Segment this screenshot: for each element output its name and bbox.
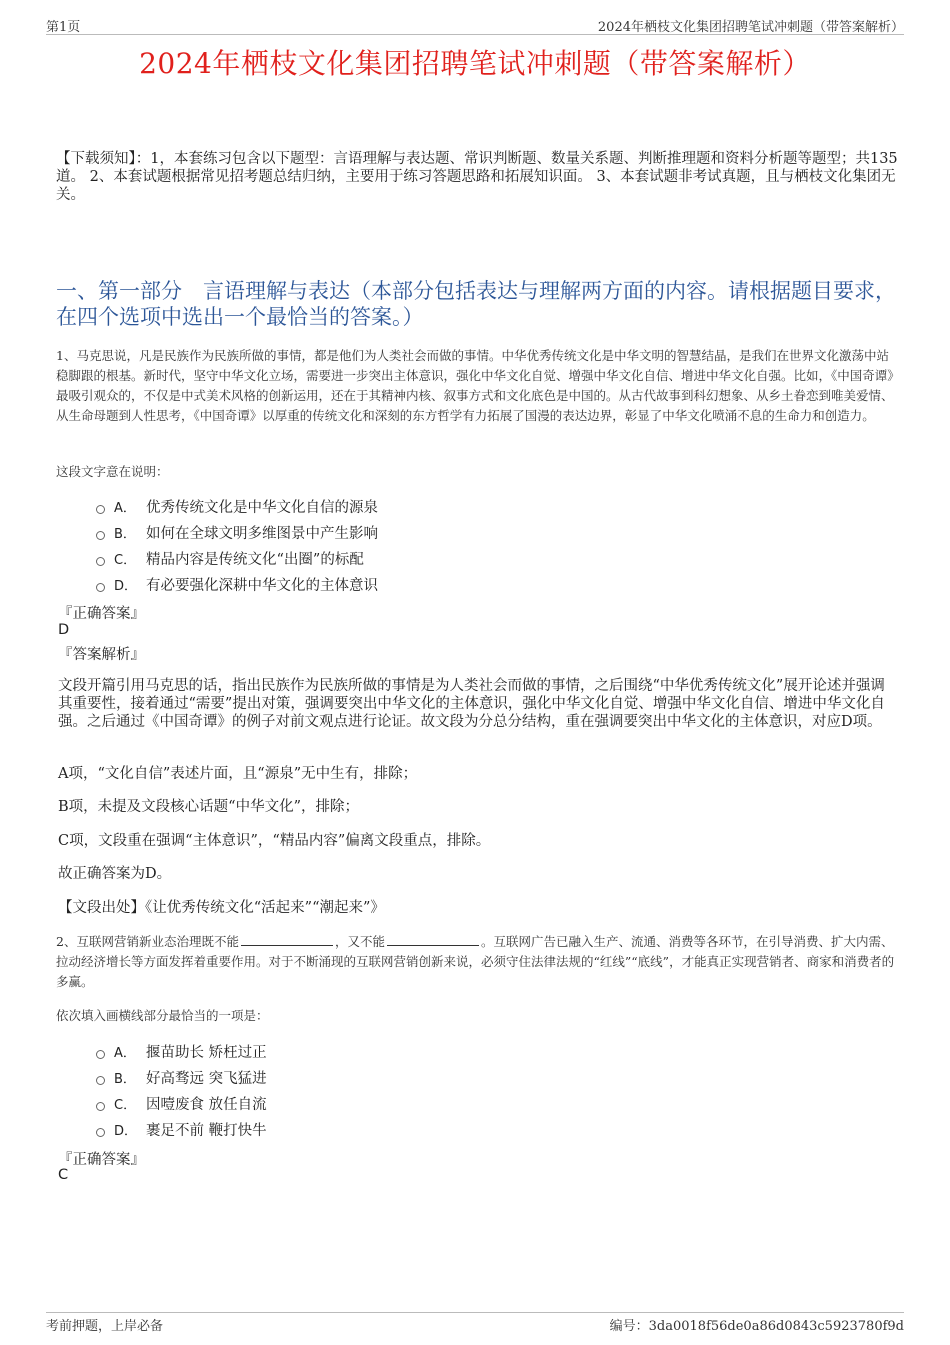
option-letter: D． <box>114 578 138 594</box>
page-header <box>46 14 904 35</box>
question-2-prompt: 依次填入画横线部分最恰当的一项是： <box>56 1008 269 1023</box>
question-2-options <box>96 1038 596 1142</box>
option-d[interactable] <box>96 1116 596 1142</box>
radio-icon[interactable] <box>96 505 105 514</box>
option-letter: C． <box>114 552 137 568</box>
option-text: 好高骛远 突飞猛进 <box>146 1070 267 1087</box>
text-source: 【文段出处】《让优秀传统文化“活起来”“潮起来”》 <box>58 900 385 916</box>
document-id: 编号：3da0018f56de0a86d0843c5923780f9d <box>609 1319 904 1334</box>
answer-label: 『正确答案』 <box>58 606 145 622</box>
analysis-conclusion: 故正确答案为D。 <box>58 866 172 882</box>
option-text: 有必要强化深耕中华文化的主体意识 <box>146 577 378 594</box>
radio-icon[interactable] <box>96 1076 105 1085</box>
option-text: 精品内容是传统文化“出圈”的标配 <box>146 551 364 568</box>
option-a[interactable] <box>96 1038 596 1064</box>
analysis-option-b: B项，未提及文段核心话题“中华文化”，排除； <box>58 799 359 815</box>
radio-icon[interactable] <box>96 1102 105 1111</box>
option-letter: A． <box>114 1045 136 1061</box>
option-text: 裹足不前 鞭打快牛 <box>146 1122 267 1139</box>
option-letter: D． <box>114 1123 138 1139</box>
document-title: 2024年栖枝文化集团招聘笔试冲刺题（带答案解析） <box>139 47 811 80</box>
question-1-options <box>96 493 596 597</box>
option-b[interactable] <box>96 519 596 545</box>
question-1-prompt: 这段文字意在说明： <box>56 464 169 479</box>
option-d[interactable] <box>96 571 596 597</box>
question-1-text: 1、马克思说，凡是民族作为民族所做的事情，都是他们为人类社会而做的事情。中华优秀传统文化是中华文明的智慧结晶，是我们在世界文化激荡中站稳脚跟的根基。新时代，坚守中华文化立场，需要进一步突出主体意识，强化中华文化自觉、增强中华文化自信、增进中华文化自强。比如，《中国奇谭》最吸引观众的，不仅是中式美术风格的创新运用，还在于其精神内核、叙事方式和文化底色是中国的。从古代故事到科幻想象、从乡土眷恋到唯美爱情、从生命母题到人性思考，《中国奇谭》以厚重的传统文化和深刻的东方哲学有力拓展了国漫的表达边界，彰显了中华文化喷涌不息的生命力和创造力。 <box>56 348 894 423</box>
option-letter: A． <box>114 500 136 516</box>
option-letter: B． <box>114 1071 136 1087</box>
analysis-option-a: A项，“文化自信”表述片面，且“源泉”无中生有，排除； <box>58 766 418 782</box>
option-letter: C． <box>114 1097 137 1113</box>
option-text: 优秀传统文化是中华文化自信的源泉 <box>146 499 378 516</box>
question-2-text: 2、互联网营销新业态治理既不能 ，又不能 。互联网广告已融入生产、流通、消费等各环节，在引导消费、扩大内需、拉动经济增长等方面发挥着重要作用。对于不断涌现的互联网营销创新来说，必须守住法律法规的“红线”“底线”，才能真正实现营销者、商家和消费者的多赢。 <box>56 934 895 989</box>
option-c[interactable] <box>96 545 596 571</box>
header-doc-title: 2024年栖枝文化集团招聘笔试冲刺题（带答案解析） <box>597 20 904 35</box>
download-notice: 【下载须知】：1，本套练习包含以下题型：言语理解与表达题、常识判断题、数量关系题、判断推理题和资料分析题等题型；共135道。 2、本套试题根据常见招考题总结归纳，主要用于练习答题思路和拓展知识面。 3、本套试题非考试真题，且与栖枝文化集团无关。 <box>56 151 898 203</box>
fill-blank-1 <box>241 933 333 946</box>
radio-icon[interactable] <box>96 583 105 592</box>
footer-slogan: 考前押题，上岸必备 <box>46 1319 164 1334</box>
analysis-option-c: C项，文段重在强调“主体意识”，“精品内容”偏离文段重点，排除。 <box>58 833 491 849</box>
answer-label: 『正确答案』 <box>58 1152 145 1168</box>
radio-icon[interactable] <box>96 1050 105 1059</box>
option-a[interactable] <box>96 493 596 519</box>
option-c[interactable] <box>96 1090 596 1116</box>
option-text: 揠苗助长 矫枉过正 <box>146 1044 267 1061</box>
option-b[interactable] <box>96 1064 596 1090</box>
section-title: 一、第一部分 言语理解与表达（本部分包括表达与理解两方面的内容。请根据题目要求，在四个选项中选出一个最恰当的答案。） <box>56 279 896 329</box>
option-text: 如何在全球文明多维图景中产生影响 <box>146 525 378 542</box>
radio-icon[interactable] <box>96 531 105 540</box>
correct-answer: C <box>58 1167 69 1183</box>
page-number: 第1页 <box>46 20 81 35</box>
radio-icon[interactable] <box>96 1128 105 1137</box>
analysis-label: 『答案解析』 <box>58 647 145 663</box>
fill-blank-2 <box>387 933 479 946</box>
page-footer <box>46 1312 904 1334</box>
correct-answer: D <box>58 622 70 638</box>
option-letter: B． <box>114 526 136 542</box>
analysis-paragraph: 文段开篇引用马克思的话，指出民族作为民族所做的事情是为人类社会而做的事情，之后围绕“中华优秀传统文化”展开论述并强调其重要性，接着通过“需要”提出对策，强调要突出中华文化的主体意识，强化中华文化自觉、增强中华文化自信、增进中华文化自强。之后通过《中国奇谭》的例子对前文观点进行论证。故文段为分总分结构，重在强调要突出中华文化的主体意识，对应D项。 <box>58 678 885 730</box>
radio-icon[interactable] <box>96 557 105 566</box>
option-text: 因噎废食 放任自流 <box>146 1096 267 1113</box>
